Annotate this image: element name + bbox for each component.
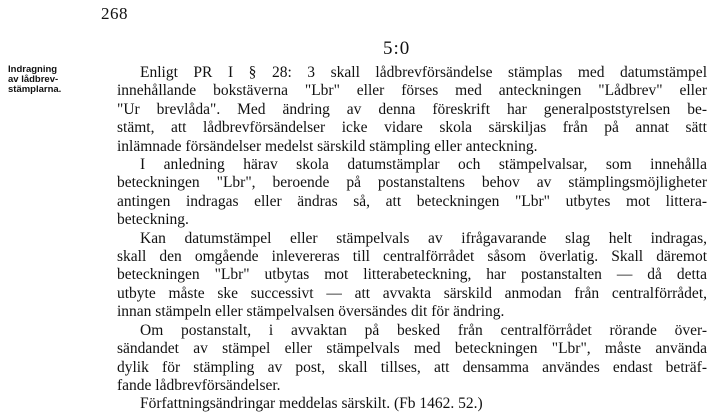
- paragraph: [117, 230, 707, 322]
- paragraph: [117, 395, 707, 413]
- margin-note-line: av lådbrev-: [8, 74, 59, 85]
- margin-note: [8, 65, 94, 95]
- section-number: 5:0: [383, 38, 411, 59]
- body-text: [117, 64, 707, 414]
- paragraph: [117, 156, 707, 230]
- text-line: innan stämpeln eller stämpelvalsen översändes dit för ändring.: [117, 303, 505, 321]
- text-line: stämt, att lådbrevförsändelser icke vidare skola särskiljas från på annat sätt: [117, 119, 707, 137]
- text-line: skall den omgående inlevereras till centralförrådet såsom överlatig. Skall däremot: [117, 248, 707, 266]
- text-line: innehållande bokstäverna "Lbr" eller förses med anteckningen "Lådbrev" eller: [117, 82, 707, 100]
- text-line: sändandet av stämpel eller stämpelvals med beteckningen "Lbr", måste använda: [117, 340, 707, 358]
- text-line: inlämnade försändelser medelst särskild stämpling eller anteckning.: [117, 137, 538, 155]
- text-line: beteckning.: [117, 211, 189, 229]
- text-line: Om postanstalt, i avvaktan på besked från centralförrådet rörande över-: [140, 321, 707, 339]
- margin-note-line: stämplarna.: [8, 84, 62, 95]
- text-line: fande lådbrevförsändelser.: [117, 376, 281, 394]
- margin-note-line: Indragning: [8, 64, 58, 75]
- text-line: utbyte måste ske successivt — att avvakta särskild anmodan från centralförrådet,: [117, 284, 707, 302]
- text-line: "Ur brevlåda". Med ändring av denna föreskrift har generalpoststyrelsen be-: [117, 100, 707, 118]
- text-line: I anledning härav skola datumstämplar och stämpelvalsar, som innehålla: [140, 156, 707, 174]
- text-line: beteckningen "Lbr", beroende på postanstaltens behov av stämplingsmöjligheter: [117, 174, 707, 192]
- text-line: Kan datumstämpel eller stämpelvals av ifrågavarande slag helt indragas,: [140, 229, 707, 247]
- paragraph: [117, 64, 707, 156]
- page-number: 268: [101, 4, 128, 23]
- text-line: Författningsändringar meddelas särskilt. (Fb 1462. 52.): [140, 395, 483, 413]
- text-line: beteckningen "Lbr" utbytas mot litterabeteckning, har postanstalten — då detta: [117, 266, 707, 284]
- paragraph: [117, 322, 707, 396]
- text-line: Enligt PR I § 28: 3 skall lådbrevförsändelse stämplas med datumstämpel: [140, 64, 707, 81]
- text-line: dylik för stämpling av post, skall tillses, att densamma användes endast beträf-: [117, 358, 707, 376]
- text-line: antingen indragas eller ändras så, att beteckningen "Lbr" utbytes mot littera-: [117, 192, 707, 210]
